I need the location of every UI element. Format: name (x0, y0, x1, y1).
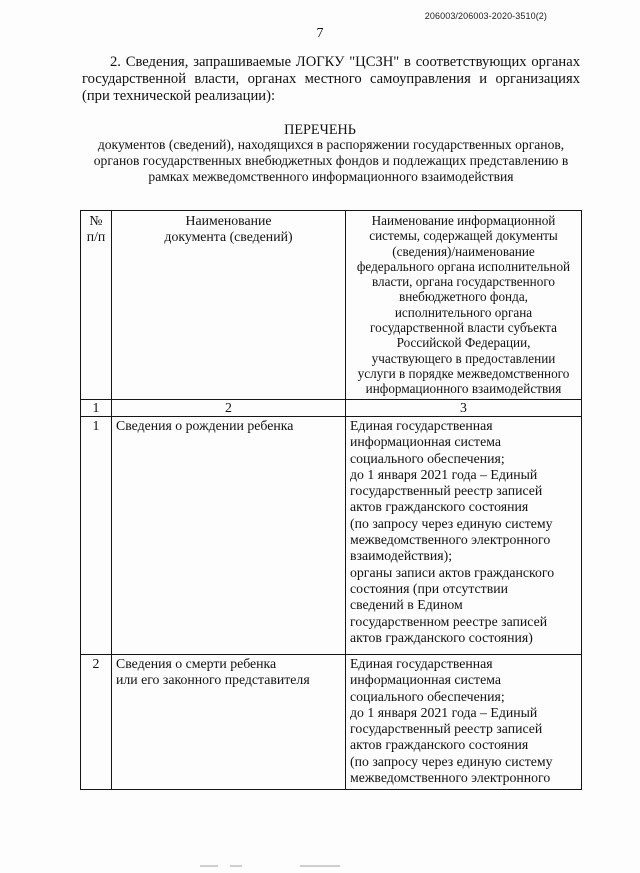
documents-table (80, 210, 582, 790)
scan-artifact (200, 865, 218, 867)
table-row-number: 1 (92, 418, 100, 433)
column-number-cell: 3 (460, 400, 467, 415)
table-rule (80, 416, 582, 417)
document-reference-code: 206003/206003-2020-3510(2) (424, 11, 547, 21)
table-rule (345, 210, 346, 790)
intro-paragraph-text: 2. Сведения, запрашиваемые ЛОГКУ "ЦСЗН" в соответствующих органах государственной власти, органах местного самоуправления и организациях (при технической реализации): (82, 54, 580, 104)
list-title: ПЕРЕЧЕНЬ (284, 122, 356, 138)
table-row-information-system: Единая государственная информационная система социального обеспечения; до 1 января 2021 года – Единый государственный реестр записей актов гражданского состояния (по запросу через единую систему межведомственного электронного (350, 656, 553, 786)
table-row-document-name: Сведения о смерти ребенка или его законного представителя (116, 656, 310, 688)
column-number-cell: 2 (225, 400, 232, 415)
list-subtitle: документов (сведений), находящихся в распоряжении государственных органов, органов государственных внебюджетных фондов и подлежащих представлению в рамках межведомственного информационного взаимодействия (93, 137, 569, 184)
table-row-document-name: Сведения о рождении ребенка (116, 418, 294, 433)
column-number-cell: 1 (92, 400, 100, 415)
table-rule (581, 210, 582, 790)
table-row-information-system: Единая государственная информационная система социального обеспечения; до 1 января 2021 года – Единый государственный реестр записей актов гражданского состояния (по запросу через единую систему межведомственного электронного взаимодействия); органы записи актов гражданского состояния (при отсутствии сведений в Едином государственном реестре записей актов гражданского состояния) (350, 418, 555, 645)
table-rule (80, 789, 582, 790)
header-cell-document-name: Наименование документа (сведений) (164, 213, 293, 245)
table-rule (80, 654, 582, 655)
header-cell-number: № п/п (86, 213, 106, 245)
scan-artifact (300, 865, 340, 867)
scan-artifact (230, 865, 242, 867)
intro-paragraph (82, 54, 580, 105)
table-row-number: 2 (92, 656, 100, 671)
header-cell-information-system: Наименование информационной системы, содержащей документы (сведения)/наименование федерального органа исполнительной власти, органа государственного внебюджетного фонда, исполнительного органа государственной власти субъекта Российской Федерации, участвующего в предоставлении услуги в порядке межведомственного информационного взаимодействия (356, 213, 571, 397)
table-rule (80, 210, 582, 211)
table-rule (111, 210, 112, 790)
page-number: 7 (316, 26, 324, 41)
